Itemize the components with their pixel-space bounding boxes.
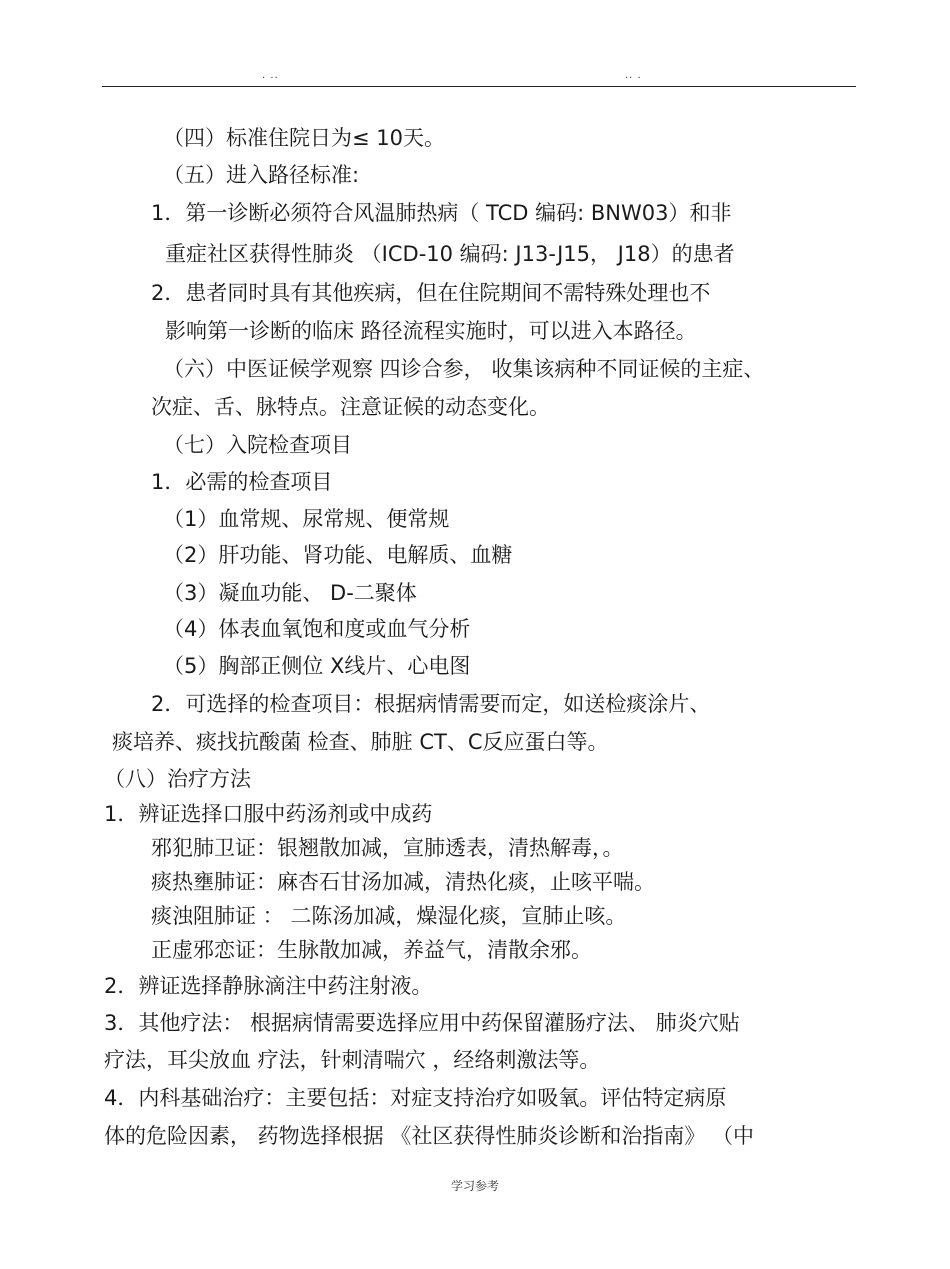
line-required-tests: 1．必需的检查项目 — [151, 470, 333, 494]
line-syndrome-1: 邪犯肺卫证：银翘散加减，宣肺透表，清热解毒，。 — [151, 836, 624, 860]
line-section-six: （六）中医证候学观察 四诊合参， 收集该病种不同证候的主症、 — [163, 357, 765, 381]
line-section-eight-heading: （八）治疗方法 — [104, 767, 251, 791]
line-treatment-4: 4．内科基础治疗：主要包括：对症支持治疗如吸氧。评估特定病原 — [104, 1086, 727, 1110]
line-test-5: （5）胸部正侧位 X线片、心电图 — [163, 654, 471, 678]
line-optional-tests: 2．可选择的检查项目：根据病情需要而定，如送检痰涂片、 — [151, 692, 711, 716]
line-first-diagnosis-cont: 重症社区获得性肺炎 （ICD-10 编码: J13-J15， J18）的患者 — [165, 242, 735, 266]
header-marks-left: . .. — [262, 70, 279, 81]
line-comorbidity-cont: 影响第一诊断的临床 路径流程实施时，可以进入本路径。 — [165, 319, 697, 343]
line-treatment-1: 1．辨证选择口服中药汤剂或中成药 — [104, 802, 433, 826]
line-test-4: （4）体表血氧饱和度或血气分析 — [163, 617, 471, 641]
line-optional-tests-cont: 痰培养、痰找抗酸菌 检查、肺脏 CT、C反应蛋白等。 — [112, 730, 609, 754]
header-marks-right: .. . — [625, 70, 642, 81]
line-syndrome-4: 正虚邪恋证：生脉散加减，养益气，清散余邪。 — [151, 938, 592, 962]
line-syndrome-3: 痰浊阻肺证 ： 二陈汤加减，燥湿化痰，宣肺止咳。 — [151, 904, 627, 928]
line-section-five-heading: （五）进入路径标准: — [163, 163, 360, 187]
line-treatment-2: 2．辨证选择静脉滴注中药注射液。 — [104, 974, 433, 998]
line-treatment-4-cont: 体的危险因素， 药物选择根据 《社区获得性肺炎诊断和治指南》 （中 — [104, 1124, 755, 1148]
line-section-six-cont: 次症、舌、脉特点。注意证候的动态变化。 — [151, 395, 550, 419]
line-first-diagnosis: 1．第一诊断必须符合风温肺热病（ TCD 编码: BNW03）和非 — [151, 201, 732, 225]
line-test-2: （2）肝功能、肾功能、电解质、血糖 — [163, 543, 513, 567]
line-comorbidity: 2．患者同时具有其他疾病，但在住院期间不需特殊处理也不 — [151, 281, 711, 305]
page-footer: 学习参考 — [450, 1179, 499, 1193]
line-test-3: （3）凝血功能、 D-二聚体 — [163, 581, 417, 605]
line-test-1: （1）血常规、尿常规、便常规 — [163, 507, 450, 531]
line-section-seven-heading: （七）入院检查项目 — [163, 433, 352, 457]
line-treatment-3: 3．其他疗法： 根据病情需要选择应用中药保留灌肠疗法、 肺炎穴贴 — [104, 1011, 740, 1035]
line-syndrome-2: 痰热壅肺证：麻杏石甘汤加减，清热化痰，止咳平喘。 — [151, 870, 655, 894]
line-standard-stay: （四）标准住院日为≤ 10天。 — [163, 126, 445, 150]
header-rule — [102, 86, 856, 87]
line-treatment-3-cont: 疗法，耳尖放血 疗法，针刺清喘穴 ，经络刺激法等。 — [104, 1048, 601, 1072]
